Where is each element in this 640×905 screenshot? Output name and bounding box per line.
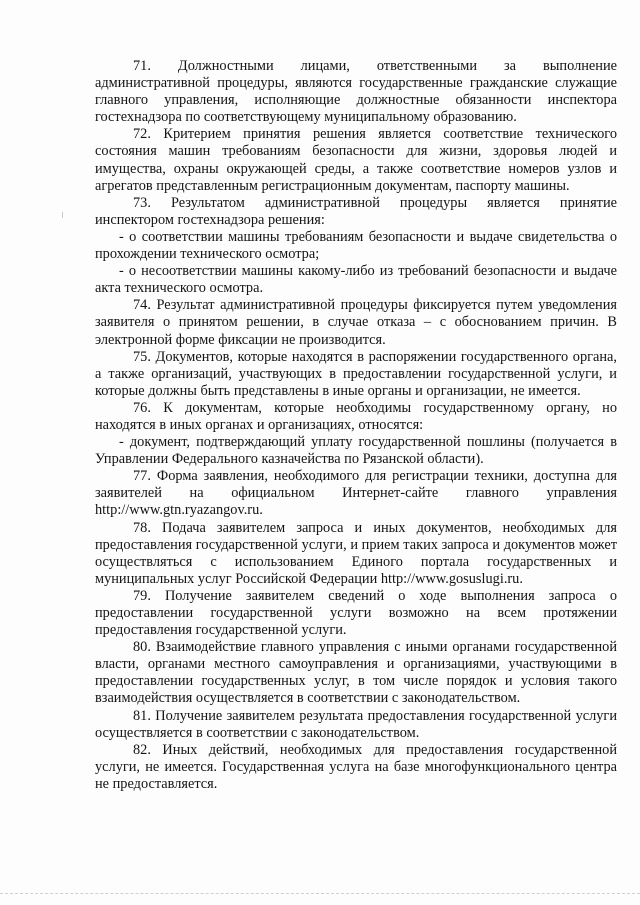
paragraph-76-item-1: - документ, подтверждающий уплату государственной пошлины (получается в Управлении Федерального казначейства по Рязанской области).	[95, 434, 617, 468]
paragraph-74: 74. Результат административной процедуры фиксируется путем уведомления заявителя о принятом решении, в случае отказа – с обоснованием причин. В электронной форме фиксации не производится.	[95, 297, 617, 348]
paragraph-76: 76. К документам, которые необходимы государственному органу, но находятся в иных органах и организациях, относятся:	[95, 399, 617, 433]
paragraph-73-item-1: - о соответствии машины требованиям безопасности и выдаче свидетельства о прохождении технического осмотра;	[95, 228, 617, 263]
paragraph-81: 81. Получение заявителем результата предоставления государственной услуги осуществляется в соответствии с законодательством.	[95, 707, 617, 741]
paragraph-79: 79. Получение заявителем сведений о ходе выполнения запроса о предоставлении государственной услуги возможно на всем протяжении предоставления государственной услуги.	[95, 587, 617, 639]
paragraph-78: 78. Подача заявителем запроса и иных документов, необходимых для предоставления государственной услуги, и прием таких запроса и документов может осуществляться с использованием Единого портала государственных и муниципальных услуг Российской Федерации http://www.gosuslugi.ru.	[95, 519, 617, 587]
document-body	[95, 58, 617, 793]
paragraph-72: 72. Критерием принятия решения является соответствие технического состояния машин требованиям безопасности для жизни, здоровья людей и имущества, охраны окружающей среды, а также соответствие номеров узлов и агрегатов представленным регистрационным документам, паспорту машины.	[95, 126, 617, 194]
paragraph-73: 73. Результатом административной процедуры является принятие инспектором гостехнадзора решения:	[95, 194, 617, 228]
paragraph-77: 77. Форма заявления, необходимого для регистрации техники, доступна для заявителей на официальном Интернет-сайте главного управления http://www.gtn.ryazangov.ru.	[95, 468, 617, 519]
paragraph-82: 82. Иных действий, необходимых для предоставления государственной услуги, не имеется. Государственная услуга на базе многофункционального центра не предоставляется.	[95, 741, 617, 792]
scan-margin-mark	[62, 212, 63, 218]
paragraph-71: 71. Должностными лицами, ответственными за выполнение административной процедуры, являются государственные гражданские служащие главного управления, исполняющие должностные обязанности инспектора гостехнадзора по соответствующему муниципальному образованию.	[95, 58, 617, 126]
paragraph-75: 75. Документов, которые находятся в распоряжении государственного органа, а также организаций, участвующих в предоставлении государственной услуги, и которые должны быть представлены в иные органы и организации, не имеется.	[95, 348, 617, 399]
scan-edge-line	[0, 893, 640, 894]
paragraph-80: 80. Взаимодействие главного управления с иными органами государственной власти, органами местного самоуправления и организациями, участвующими в предоставлении государственных услуг, в том числе порядок и условия такого взаимодействия осуществляется в соответствии с законодательством.	[95, 639, 617, 707]
paragraph-73-item-2: - о несоответствии машины какому-либо из требований безопасности и выдаче акта технического осмотра.	[95, 263, 617, 297]
